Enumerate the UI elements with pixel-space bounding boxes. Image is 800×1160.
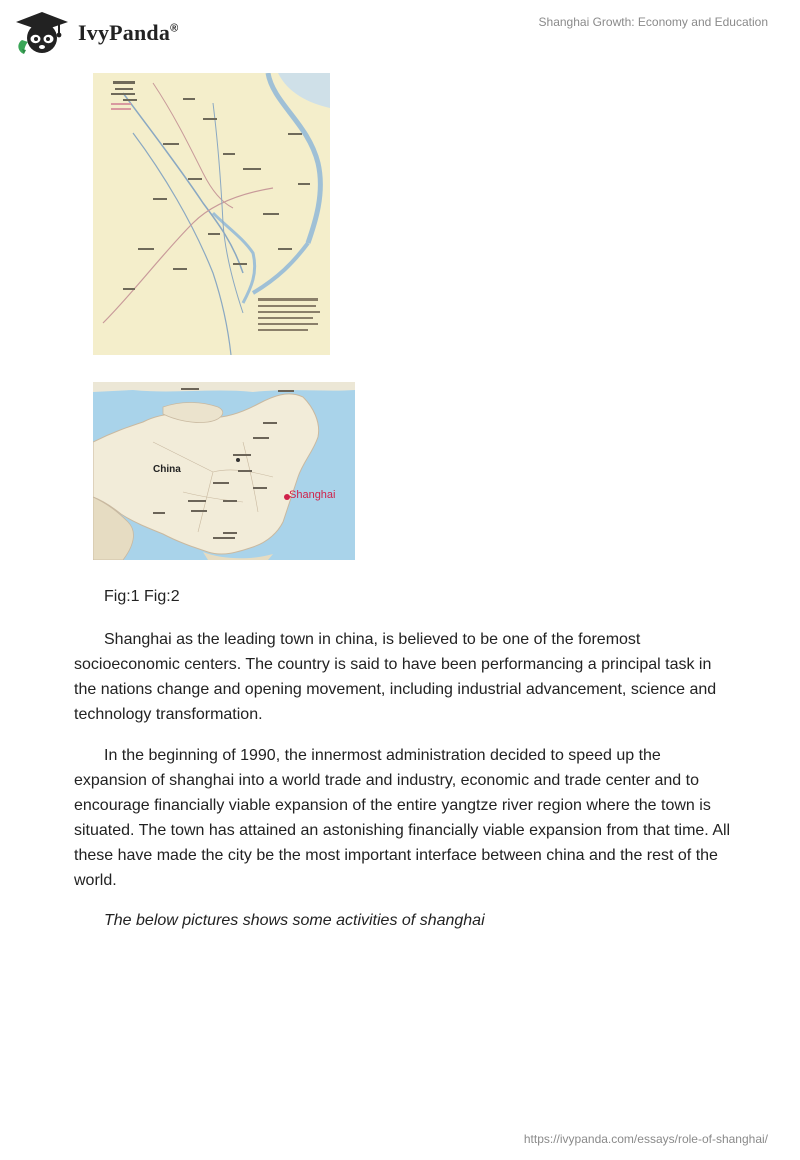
source-url-link[interactable]: https://ivypanda.com/essays/role-of-shanghai/ bbox=[523, 1132, 768, 1146]
registered-mark: ® bbox=[170, 22, 179, 35]
china-map-image bbox=[93, 382, 355, 560]
brand-name bbox=[78, 20, 178, 46]
paragraph-2: In the beginning of 1990, the innermost administration decided to speed up the expansion of shanghai into a world trade and industry, economic and trade center and to encourage financially viable expansion of the entire yangtze river region where the town is situated. The town has attained an astonishing financially viable expansion from that time. All these have made the city be the most important interface between china and the rest of the world. bbox=[74, 747, 731, 889]
china-country-label: China bbox=[153, 464, 181, 475]
brand-text: IvyPanda bbox=[78, 20, 171, 45]
paragraph-3-italic: The below pictures shows some activities of shanghai bbox=[104, 912, 485, 929]
shanghai-map-label: Shanghai bbox=[289, 489, 336, 501]
panda-graduate-icon bbox=[14, 10, 70, 56]
document-title: Shanghai Growth: Economy and Education bbox=[538, 15, 768, 29]
figure-caption: Fig:1 Fig:2 bbox=[104, 588, 180, 605]
paragraph-1: Shanghai as the leading town in china, is believed to be one of the foremost socioeconomic centers. The country is said to have been performancing a principal task in the nations change and opening movement, including industrial advancement, science and technology transformation. bbox=[74, 631, 717, 723]
ivypanda-logo[interactable] bbox=[14, 10, 178, 56]
shanghai-city-map-image bbox=[93, 73, 330, 355]
